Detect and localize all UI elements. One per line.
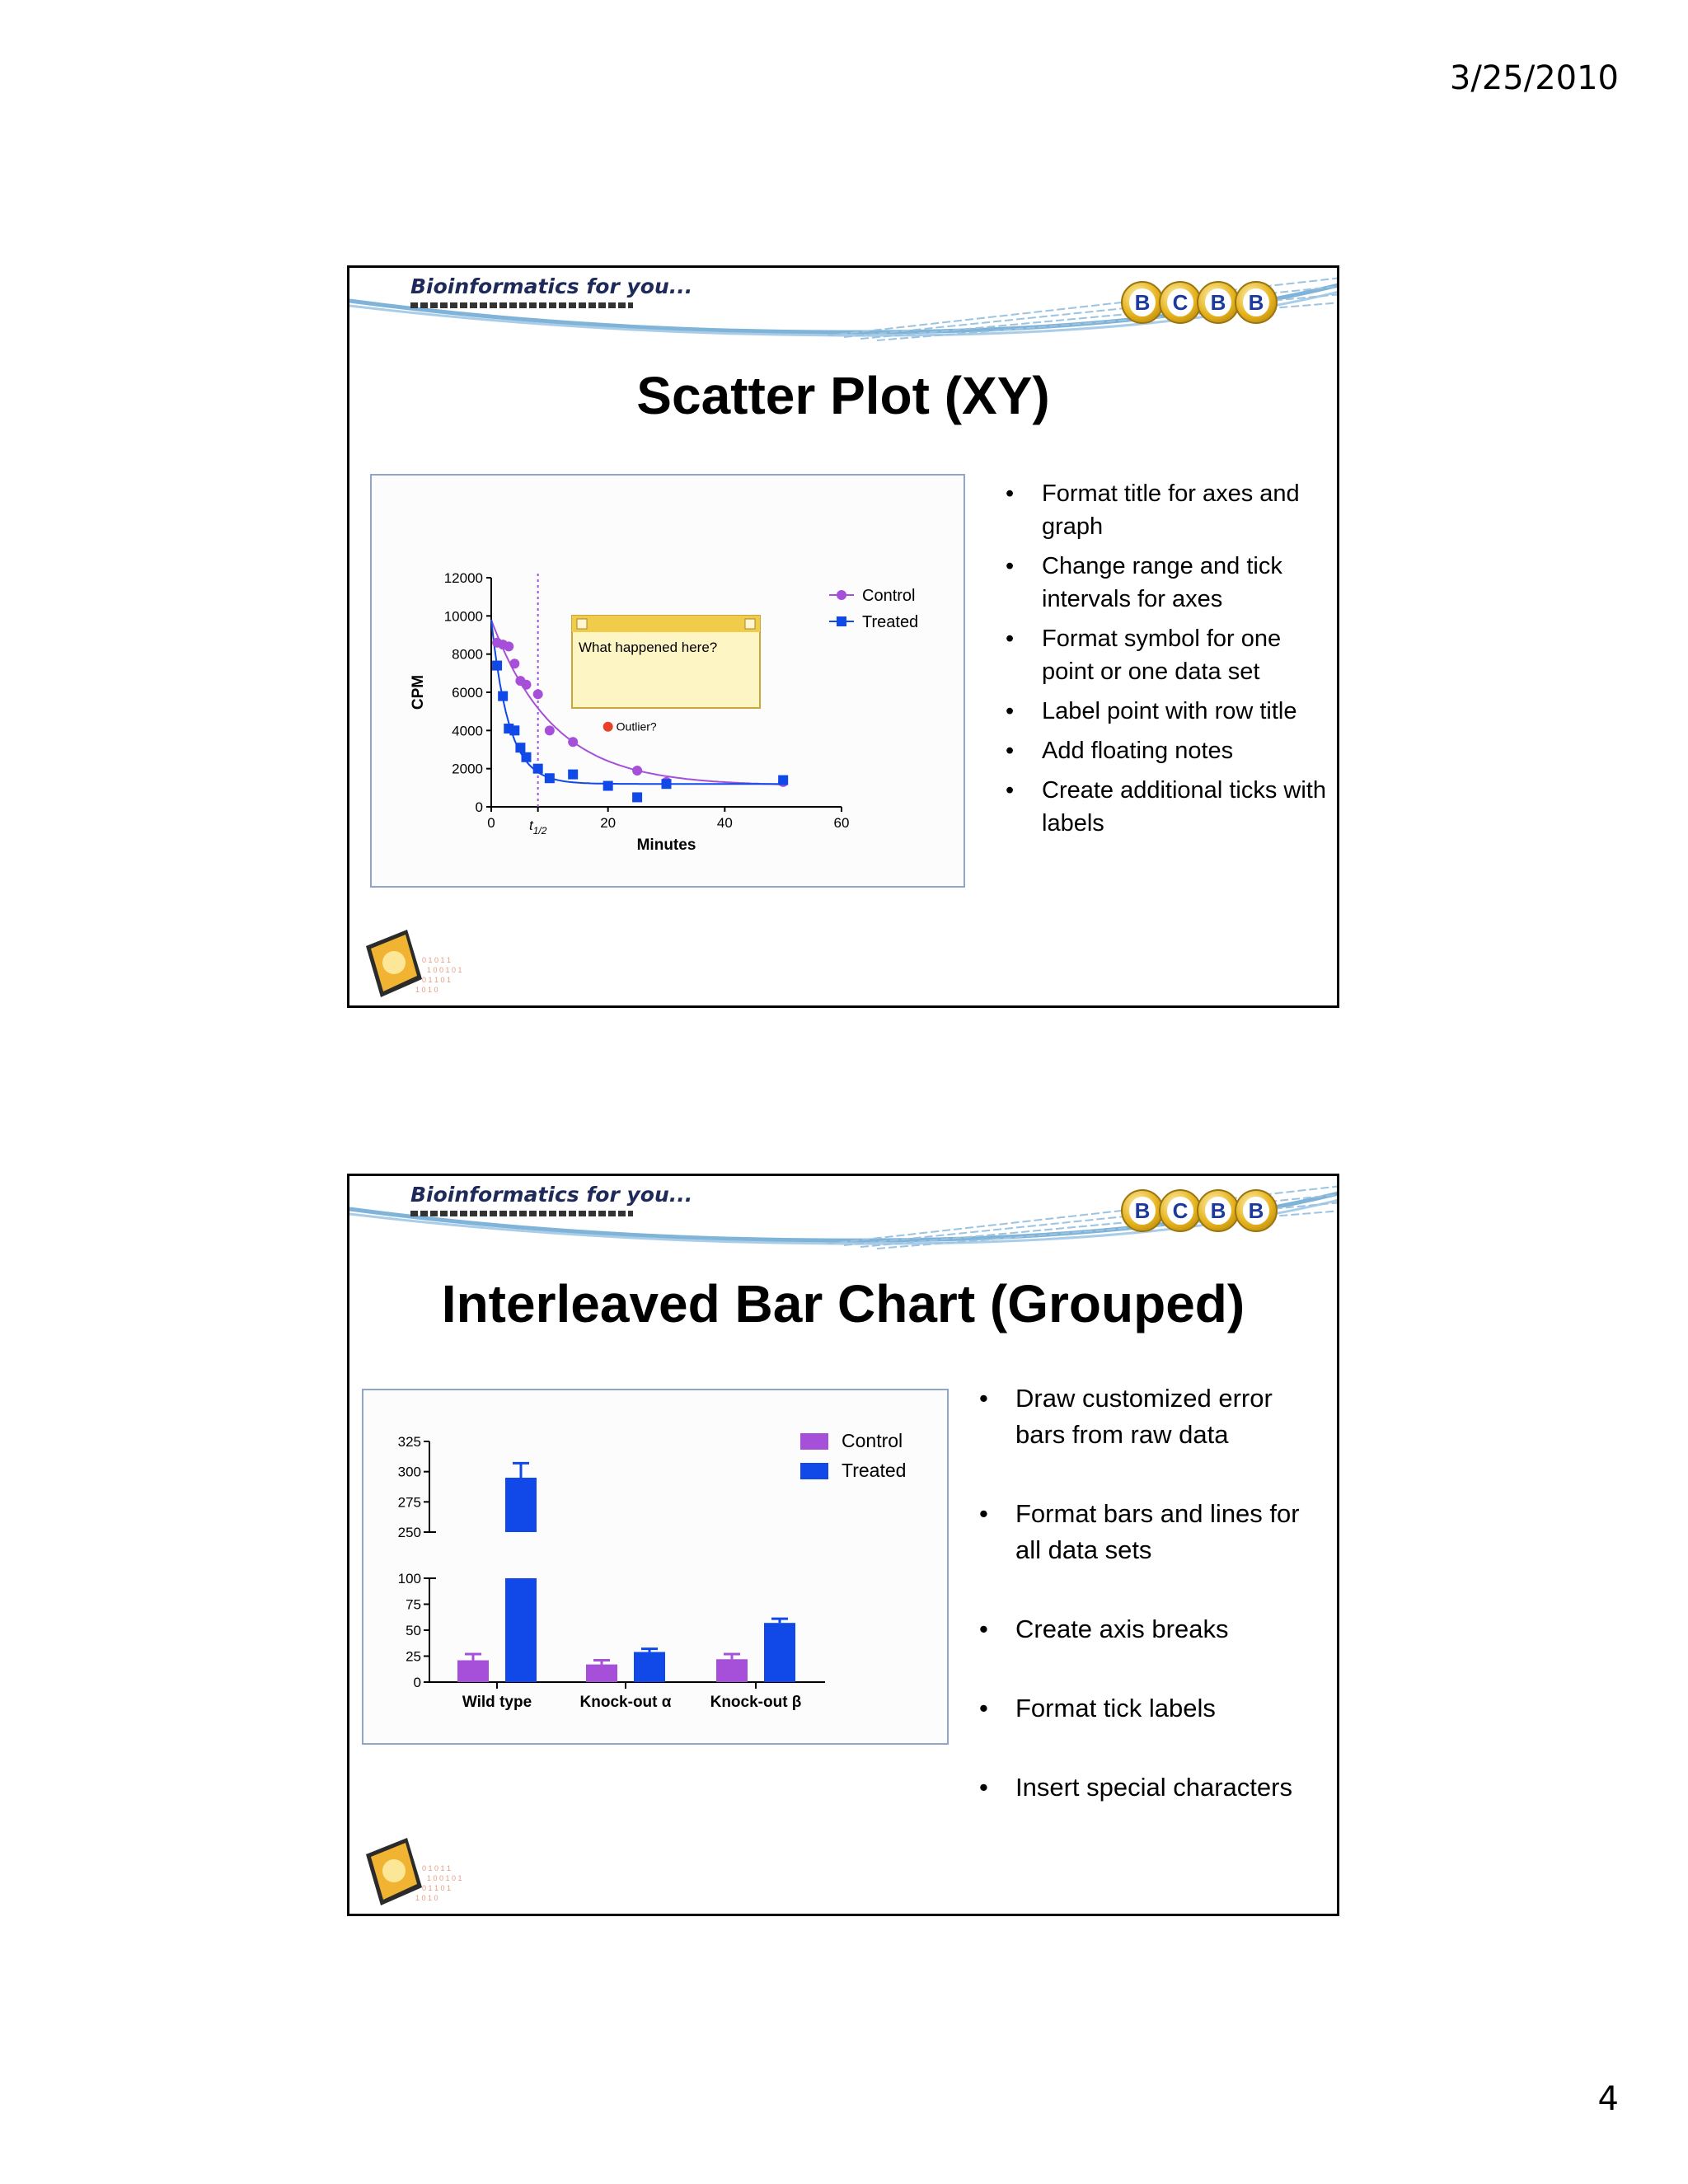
- legend-marker: [837, 590, 846, 600]
- data-point: [568, 770, 578, 780]
- bcbb-logo: [1121, 281, 1286, 330]
- bcbb-logo: [1121, 1189, 1286, 1239]
- scatter-chart: [372, 476, 964, 886]
- bar-chart-frame: [362, 1389, 949, 1745]
- data-point: [492, 661, 502, 671]
- logo-letter: B: [1205, 288, 1231, 316]
- bullet-item: • Format bars and lines for all data sets: [979, 1496, 1325, 1568]
- bullet-item: • Draw customized error bars from raw data: [979, 1380, 1325, 1453]
- legend-label: Control: [842, 1430, 903, 1451]
- brand-tagline: [410, 302, 633, 308]
- svg-text:0 1 0 1 1: 0 1 0 1 1: [422, 1864, 452, 1872]
- svg-text:1 0 0 1 0 1: 1 0 0 1 0 1: [427, 966, 462, 974]
- legend-marker: [837, 616, 846, 626]
- bullet-item: • Format title for axes and graph: [1006, 477, 1327, 543]
- outlier-label: Outlier?: [616, 719, 657, 733]
- logo-circle: [1197, 281, 1240, 324]
- y-tick-label: 325: [397, 1434, 421, 1450]
- legend-label: Treated: [862, 613, 919, 631]
- logo-letter: B: [1243, 1197, 1269, 1225]
- logo-circle: [1159, 281, 1202, 324]
- y-tick-label: 100: [397, 1571, 421, 1586]
- x-tick-label: 0: [487, 815, 495, 831]
- bar-chart: [363, 1390, 947, 1743]
- data-point: [603, 781, 613, 791]
- y-tick-label: 12000: [443, 570, 483, 586]
- data-point: [498, 691, 508, 701]
- y-tick-label: 250: [397, 1525, 421, 1540]
- slide-bar-chart: [347, 1174, 1339, 1916]
- data-point: [778, 776, 788, 785]
- x-tick-label: Knock-out β: [710, 1694, 802, 1711]
- floating-note-text: What happened here?: [579, 640, 718, 655]
- x-tick-label: 40: [716, 815, 733, 831]
- data-point: [515, 743, 525, 752]
- logo-letter: B: [1129, 1197, 1156, 1225]
- bullet-item: • Format symbol for one point or one data set: [1006, 622, 1327, 688]
- bullet-item: • Insert special characters: [979, 1769, 1325, 1806]
- data-point: [545, 725, 555, 735]
- legend-label: Control: [862, 587, 916, 605]
- data-point: [568, 737, 578, 747]
- svg-text:1 0 1 0: 1 0 1 0: [415, 986, 438, 994]
- slide-scatter: [347, 265, 1339, 1008]
- bullet-list: [979, 1380, 1325, 1849]
- x-tick-label: 20: [600, 815, 617, 831]
- data-point: [509, 725, 519, 735]
- x-axis-title: Minutes: [636, 837, 696, 854]
- y-tick-label: 2000: [452, 761, 483, 777]
- data-point: [504, 641, 513, 651]
- brand-tagline: [410, 1211, 633, 1216]
- x-tick-label: Knock-out α: [579, 1694, 672, 1711]
- svg-text:1 0 1 0: 1 0 1 0: [415, 1894, 438, 1902]
- y-tick-label: 50: [406, 1623, 421, 1638]
- data-point: [545, 773, 555, 783]
- logo-circle: [1197, 1189, 1240, 1232]
- svg-text:0 1 0 1 1: 0 1 0 1 1: [422, 956, 452, 964]
- logo-letter: C: [1167, 1197, 1193, 1225]
- y-tick-label: 300: [397, 1464, 421, 1480]
- legend-swatch: [800, 1463, 828, 1479]
- scatter-chart-frame: [370, 474, 965, 888]
- bar: [586, 1665, 617, 1682]
- slide-header: [349, 1176, 1337, 1258]
- logo-letter: C: [1167, 288, 1193, 316]
- bullet-list: [1006, 477, 1327, 846]
- data-point: [522, 680, 532, 690]
- logo-circle: [1159, 1189, 1202, 1232]
- logo-letter: B: [1205, 1197, 1231, 1225]
- slide-title: Scatter Plot (XY): [636, 366, 1050, 425]
- bullet-item: • Create additional ticks with labels: [1006, 774, 1327, 840]
- laptop-decoration-icon: [358, 921, 490, 1004]
- y-tick-label: 25: [406, 1648, 421, 1665]
- y-tick-label: 10000: [443, 608, 483, 625]
- x-tick-label: Wild type: [462, 1694, 532, 1711]
- y-axis-title: CPM: [410, 674, 427, 710]
- bar: [634, 1652, 665, 1682]
- logo-letter: B: [1129, 288, 1156, 316]
- bullet-item: • Change range and tick intervals for axes: [1006, 550, 1327, 616]
- bar: [505, 1578, 537, 1682]
- outlier-point: [603, 722, 613, 732]
- y-tick-label: 0: [413, 1675, 421, 1690]
- data-point: [662, 779, 672, 789]
- page-date: 3/25/2010: [1449, 59, 1619, 97]
- data-point: [533, 764, 543, 774]
- data-point: [632, 766, 642, 776]
- x-tick-label: 60: [833, 815, 850, 831]
- floating-note-titlebar: [572, 616, 760, 632]
- note-collapse-icon: [577, 619, 587, 629]
- svg-text:1 0 0 1 0 1: 1 0 0 1 0 1: [427, 1874, 462, 1882]
- note-close-icon: [745, 619, 755, 629]
- bar: [764, 1623, 795, 1682]
- y-tick-label: 8000: [452, 646, 483, 663]
- data-point: [522, 752, 532, 762]
- slide-title: Interleaved Bar Chart (Grouped): [441, 1274, 1245, 1333]
- bullet-item: • Label point with row title: [1006, 695, 1327, 728]
- svg-text:0 1 1 0 1: 0 1 1 0 1: [422, 1884, 452, 1892]
- logo-circle: [1121, 281, 1164, 324]
- logo-circle: [1121, 1189, 1164, 1232]
- svg-text:0 1 1 0 1: 0 1 1 0 1: [422, 976, 452, 984]
- y-tick-label: 0: [475, 799, 483, 815]
- bar: [457, 1661, 489, 1682]
- data-point: [533, 689, 543, 699]
- brand-title: Bioinformatics for you...: [410, 274, 693, 298]
- data-point: [509, 658, 519, 668]
- logo-circle: [1235, 1189, 1278, 1232]
- logo-letter: B: [1243, 288, 1269, 316]
- slide-header: [349, 268, 1337, 350]
- y-tick-label: 275: [397, 1494, 421, 1511]
- bar-upper-segment: [505, 1478, 537, 1532]
- y-tick-label: 4000: [452, 723, 483, 739]
- data-point: [632, 792, 642, 802]
- bullet-item: • Add floating notes: [1006, 734, 1327, 767]
- laptop-decoration-icon: [358, 1830, 490, 1912]
- bullet-item: • Format tick labels: [979, 1690, 1325, 1727]
- page-number: 4: [1597, 2080, 1619, 2118]
- legend-label: Treated: [842, 1460, 907, 1481]
- legend-swatch: [800, 1433, 828, 1450]
- y-tick-label: 75: [406, 1596, 421, 1613]
- bullet-item: • Create axis breaks: [979, 1611, 1325, 1647]
- brand-title: Bioinformatics for you...: [410, 1183, 693, 1207]
- y-tick-label: 6000: [452, 685, 483, 701]
- bar: [716, 1659, 748, 1682]
- logo-circle: [1235, 281, 1278, 324]
- half-life-tick-label: $t_{1/2}$: [528, 818, 547, 837]
